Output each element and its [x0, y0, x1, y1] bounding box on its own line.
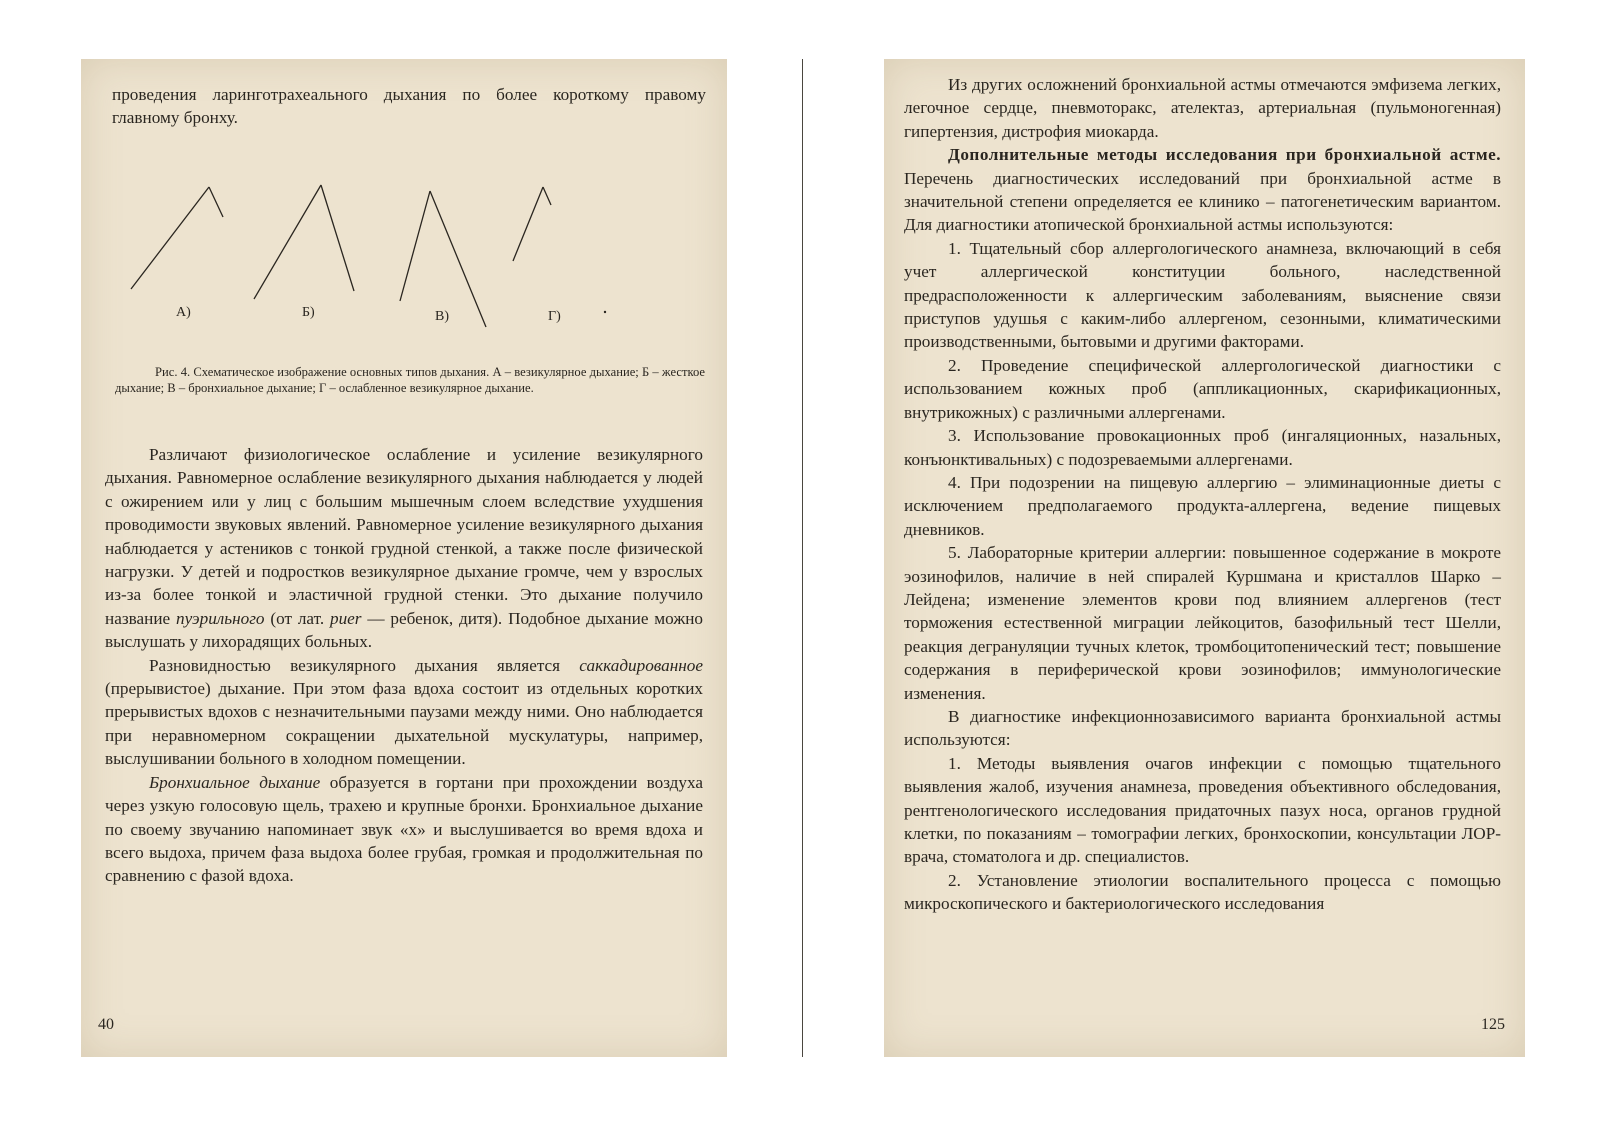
paragraph-methods: Дополнительные методы исследования при бронхиальной астме. Перечень диагностических исследований при бронхиальной астме в значительной степени определяется ее клинико – патогенетическим вариантом. Для диагностики атопической бронхиальной астмы используются: — [904, 145, 1501, 235]
figure-d-inhale — [513, 187, 543, 261]
list-item: 5. Лабораторные критерии аллергии: повышенное содержание в мокроте эозинофилов, наличие в ней спиралей Куршмана и кристаллов Шарко – Лейдена; изменение элементов крови под влиянием аллергенов (тест торможения естественной миграции лейкоцитов, базофильный тест Шелли, реакция дегрануляции тучных клеток, тромбоцитопенический тест; повышение содержания в периферической крови эозинофилов; иммунологические изменения. — [904, 543, 1501, 703]
left-page — [81, 59, 727, 1057]
figure-label-b: Б) — [302, 305, 315, 320]
list-item: 2. Установление этиологии воспалительного процесса с помощью микроскопического и бактериологического исследования — [904, 870, 1501, 914]
figure-a-inhale — [131, 187, 209, 289]
paragraph-weakening: Различают физиологическое ослабление и усиление везикулярного дыхания. Равномерное ослабление везикулярного дыхания наблюдается у людей с ожирением или у лиц с большим мышечным слоем вследствие ухудшения проводимости звуковых явлений. Равномерное усиление везикулярного дыхания наблюдается у астеников с тонкой грудной стенкой, а также после физической нагрузки. У детей и подростков везикулярное дыхание громче, чем у взрослых из-за более тонкой и эластичной грудной стенки. Это дыхание получило название пуэрильного (от лат. puer — ребенок, дитя). Подобное дыхание можно выслушать у лихорадящих больных. — [105, 445, 704, 652]
paragraph-saccadic: Разновидностью везикулярного дыхания является саккадированное (прерывистое) дыхание. При этом фаза вдоха состоит из отдельных коротких прерывистых вдохов с незначительными паузами между ними. Оно наблюдается при неравномерном сокращении дыхательной мускулатуры, например, выслушивании больного в холодном помещении. — [105, 655, 704, 769]
left-page-number: 40 — [98, 1016, 114, 1033]
figure-b-inhale — [254, 185, 321, 299]
figure-label-d: Г) — [548, 309, 561, 324]
figure-caption — [115, 365, 705, 396]
paragraph-infection: В диагностике инфекционнозависимого варианта бронхиальной астмы используются: — [904, 706, 1501, 750]
figure-b-exhale — [321, 185, 354, 291]
figure-a-exhale — [209, 187, 223, 217]
list-item: 4. При подозрении на пищевую аллергию – элиминационные диеты с исключением предполагаемого продукта-аллергена, ведение пищевых дневников. — [904, 472, 1501, 539]
book-gutter — [802, 59, 803, 1057]
list-item: 1. Тщательный сбор аллергологического анамнеза, включающий в себя учет аллергической конституции больного, наследственной предрасположенности к аллергическим заболеваниям, выяснение связи приступов удушья с каким-либо аллергеном, сезонными, климатическими производственными, бытовыми и другими факторами. — [904, 238, 1501, 352]
list-item: 3. Использование провокационных проб (ингаляционных, назальных, конъюнктивальных) с подозреваемыми аллергенами. — [904, 426, 1501, 469]
figure-d-exhale — [543, 187, 551, 205]
paragraph-bronchial: Бронхиальное дыхание образуется в гортани при прохождении воздуха через узкую голосовую щель, трахею и крупные бронхи. Бронхиальное дыхание по своему звучанию напоминает звук «х» и выслушивается во время вдоха и всего выдоха, причем фаза выдоха более грубая, громкая и продолжительная по сравнению с фазой вдоха. — [105, 772, 704, 886]
figure-label-a: А) — [176, 305, 191, 320]
list-item: 1. Методы выявления очагов инфекции с помощью тщательного выявления жалоб, изучения анамнеза, проведения объективного обследования, рентгенологического исследования придаточных пазух носа, органов грудной клетки, по показаниям – томографии легких, бронхоскопии, консультации ЛОР-врача, стоматолога и др. специалистов. — [904, 753, 1501, 867]
left-body-text — [105, 443, 703, 888]
list-item: 2. Проведение специфической аллергологической диагностики с использованием кожных проб (аппликационных, скарификационных, внутрикожных) с различными аллергенами. — [904, 355, 1501, 422]
right-page — [884, 59, 1525, 1057]
figure-c-inhale — [400, 191, 430, 301]
paragraph-complications: Из других осложнений бронхиальной астмы отмечаются эмфизема легких, легочное сердце, пневмоторакс, ателектаз, артериальная (пульмоногенная) гипертензия, дистрофия миокарда. — [904, 75, 1501, 141]
paragraph: проведения ларинготрахеального дыхания по более короткому правому главному бронху. — [112, 85, 706, 128]
figure-label-c: В) — [435, 309, 449, 324]
figure-c-exhale — [430, 191, 486, 327]
right-body-text — [904, 73, 1501, 916]
section-heading: Дополнительные методы исследования при бронхиальной астме. — [948, 145, 1501, 165]
figure-caption-text: Рис. 4. Схематическое изображение основных типов дыхания. А – везикулярное дыхание; Б – жесткое дыхание; В – бронхиальное дыхание; Г – ослабленное везикулярное дыхание. — [115, 365, 705, 395]
right-page-number: 125 — [1481, 1016, 1505, 1033]
